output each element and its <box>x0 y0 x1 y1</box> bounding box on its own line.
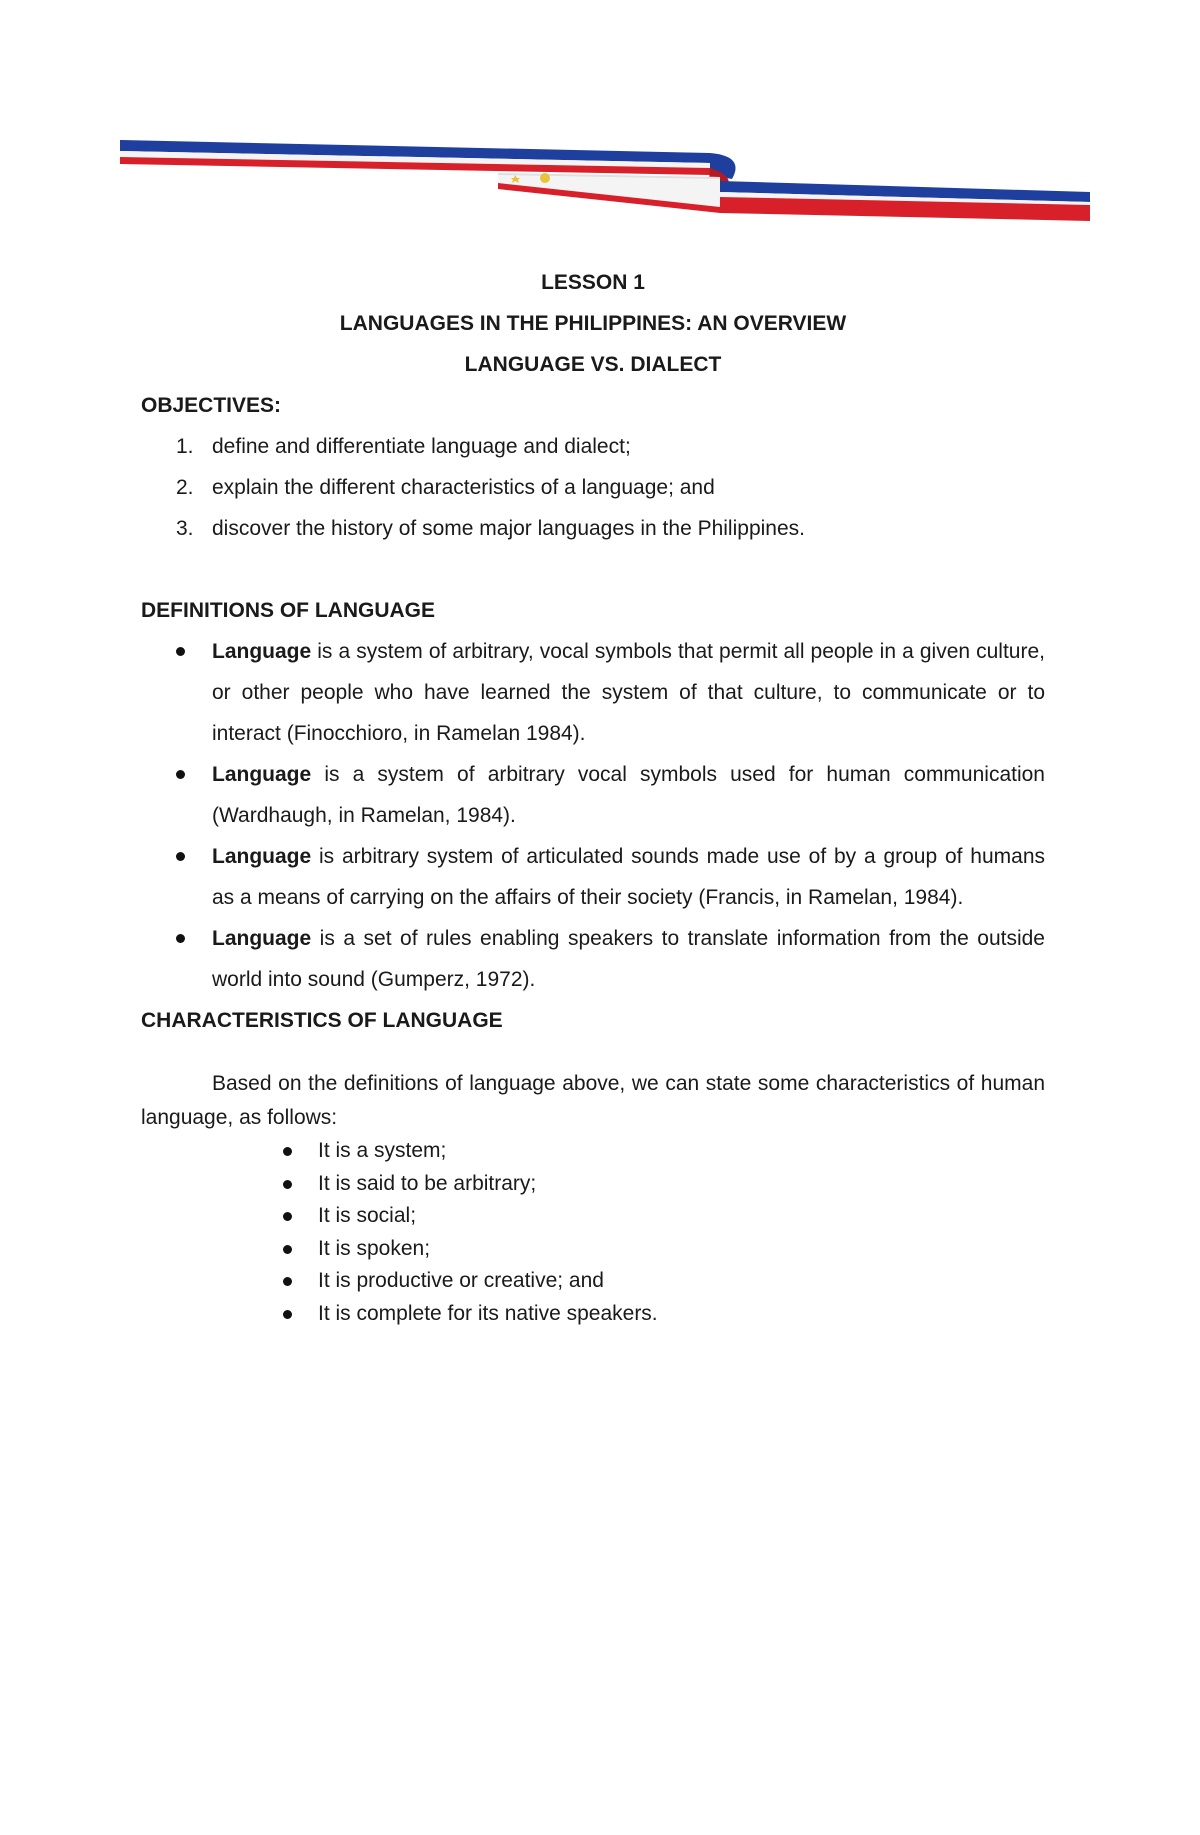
list-item <box>141 1233 1045 1266</box>
list-item <box>141 631 1045 754</box>
bullet-icon <box>283 1245 292 1254</box>
term: Language <box>212 845 312 868</box>
bullet-icon <box>283 1310 292 1319</box>
definition-text: is arbitrary system of articulated sounds made use of by a group of humans as a means of carrying on the affairs of their society (Francis, in Ramelan, 1984). <box>212 845 1045 909</box>
item-number: 1. <box>176 435 194 458</box>
item-text: define and differentiate language and dialect; <box>212 435 631 458</box>
list-item <box>141 1168 1045 1201</box>
objectives-heading: OBJECTIVES: <box>141 394 282 417</box>
item-text: It is said to be arbitrary; <box>318 1171 537 1195</box>
philippine-flag-ribbon-icon <box>120 135 1090 225</box>
item-number: 2. <box>176 476 194 499</box>
characteristics-list <box>141 1135 1045 1330</box>
list-item <box>141 1135 1045 1168</box>
list-item <box>141 467 1045 508</box>
list-item <box>141 836 1045 918</box>
bullet-icon <box>283 1180 292 1189</box>
bullet-icon <box>283 1147 292 1156</box>
definition-text: is a set of rules enabling speakers to translate information from the outside world into sound (Gumperz, 1972). <box>212 927 1045 991</box>
bullet-icon <box>176 852 185 861</box>
definition-text: is a system of arbitrary, vocal symbols that permit all people in a given culture, or other people who have learned the system of that culture, to communicate or to interact (Finocchioro, in Ramelan 1984). <box>212 640 1045 745</box>
item-text: It is social; <box>318 1204 417 1227</box>
list-item <box>141 754 1045 836</box>
objectives-list <box>141 426 1045 549</box>
bullet-icon <box>283 1212 292 1221</box>
page-title: LANGUAGES IN THE PHILIPPINES: AN OVERVIEW <box>339 312 847 335</box>
definitions-list <box>141 631 1045 1000</box>
list-item <box>141 1298 1045 1331</box>
item-text: It is productive or creative; and <box>318 1269 604 1292</box>
item-text: discover the history of some major languages in the Philippines. <box>212 517 805 540</box>
term: Language <box>212 640 312 663</box>
list-item <box>141 508 1045 549</box>
definitions-heading: DEFINITIONS OF LANGUAGE <box>141 599 435 622</box>
characteristics-intro: Based on the definitions of language above, we can state some characteristics of human language, as follows: <box>141 1072 1045 1129</box>
term: Language <box>212 927 312 950</box>
list-item <box>141 918 1045 1000</box>
bullet-icon <box>176 770 185 779</box>
item-number: 3. <box>176 517 194 540</box>
bullet-icon <box>176 934 185 943</box>
list-item <box>141 426 1045 467</box>
bullet-icon <box>283 1277 292 1286</box>
item-text: It is complete for its native speakers. <box>318 1301 658 1325</box>
item-text: It is a system; <box>318 1139 447 1162</box>
list-item <box>141 1265 1045 1298</box>
list-item <box>141 1200 1045 1233</box>
lesson-number: LESSON 1 <box>541 271 645 294</box>
document-body <box>141 262 1045 1330</box>
bullet-icon <box>176 647 185 656</box>
characteristics-heading: CHARACTERISTICS OF LANGUAGE <box>141 1009 503 1032</box>
item-text: explain the different characteristics of a language; and <box>212 476 715 499</box>
item-text: It is spoken; <box>318 1236 431 1260</box>
term: Language <box>212 763 312 786</box>
definition-text: is a system of arbitrary vocal symbols used for human communication (Wardhaugh, in Ramelan, 1984). <box>212 763 1045 827</box>
page-subtitle: LANGUAGE VS. DIALECT <box>464 353 722 376</box>
